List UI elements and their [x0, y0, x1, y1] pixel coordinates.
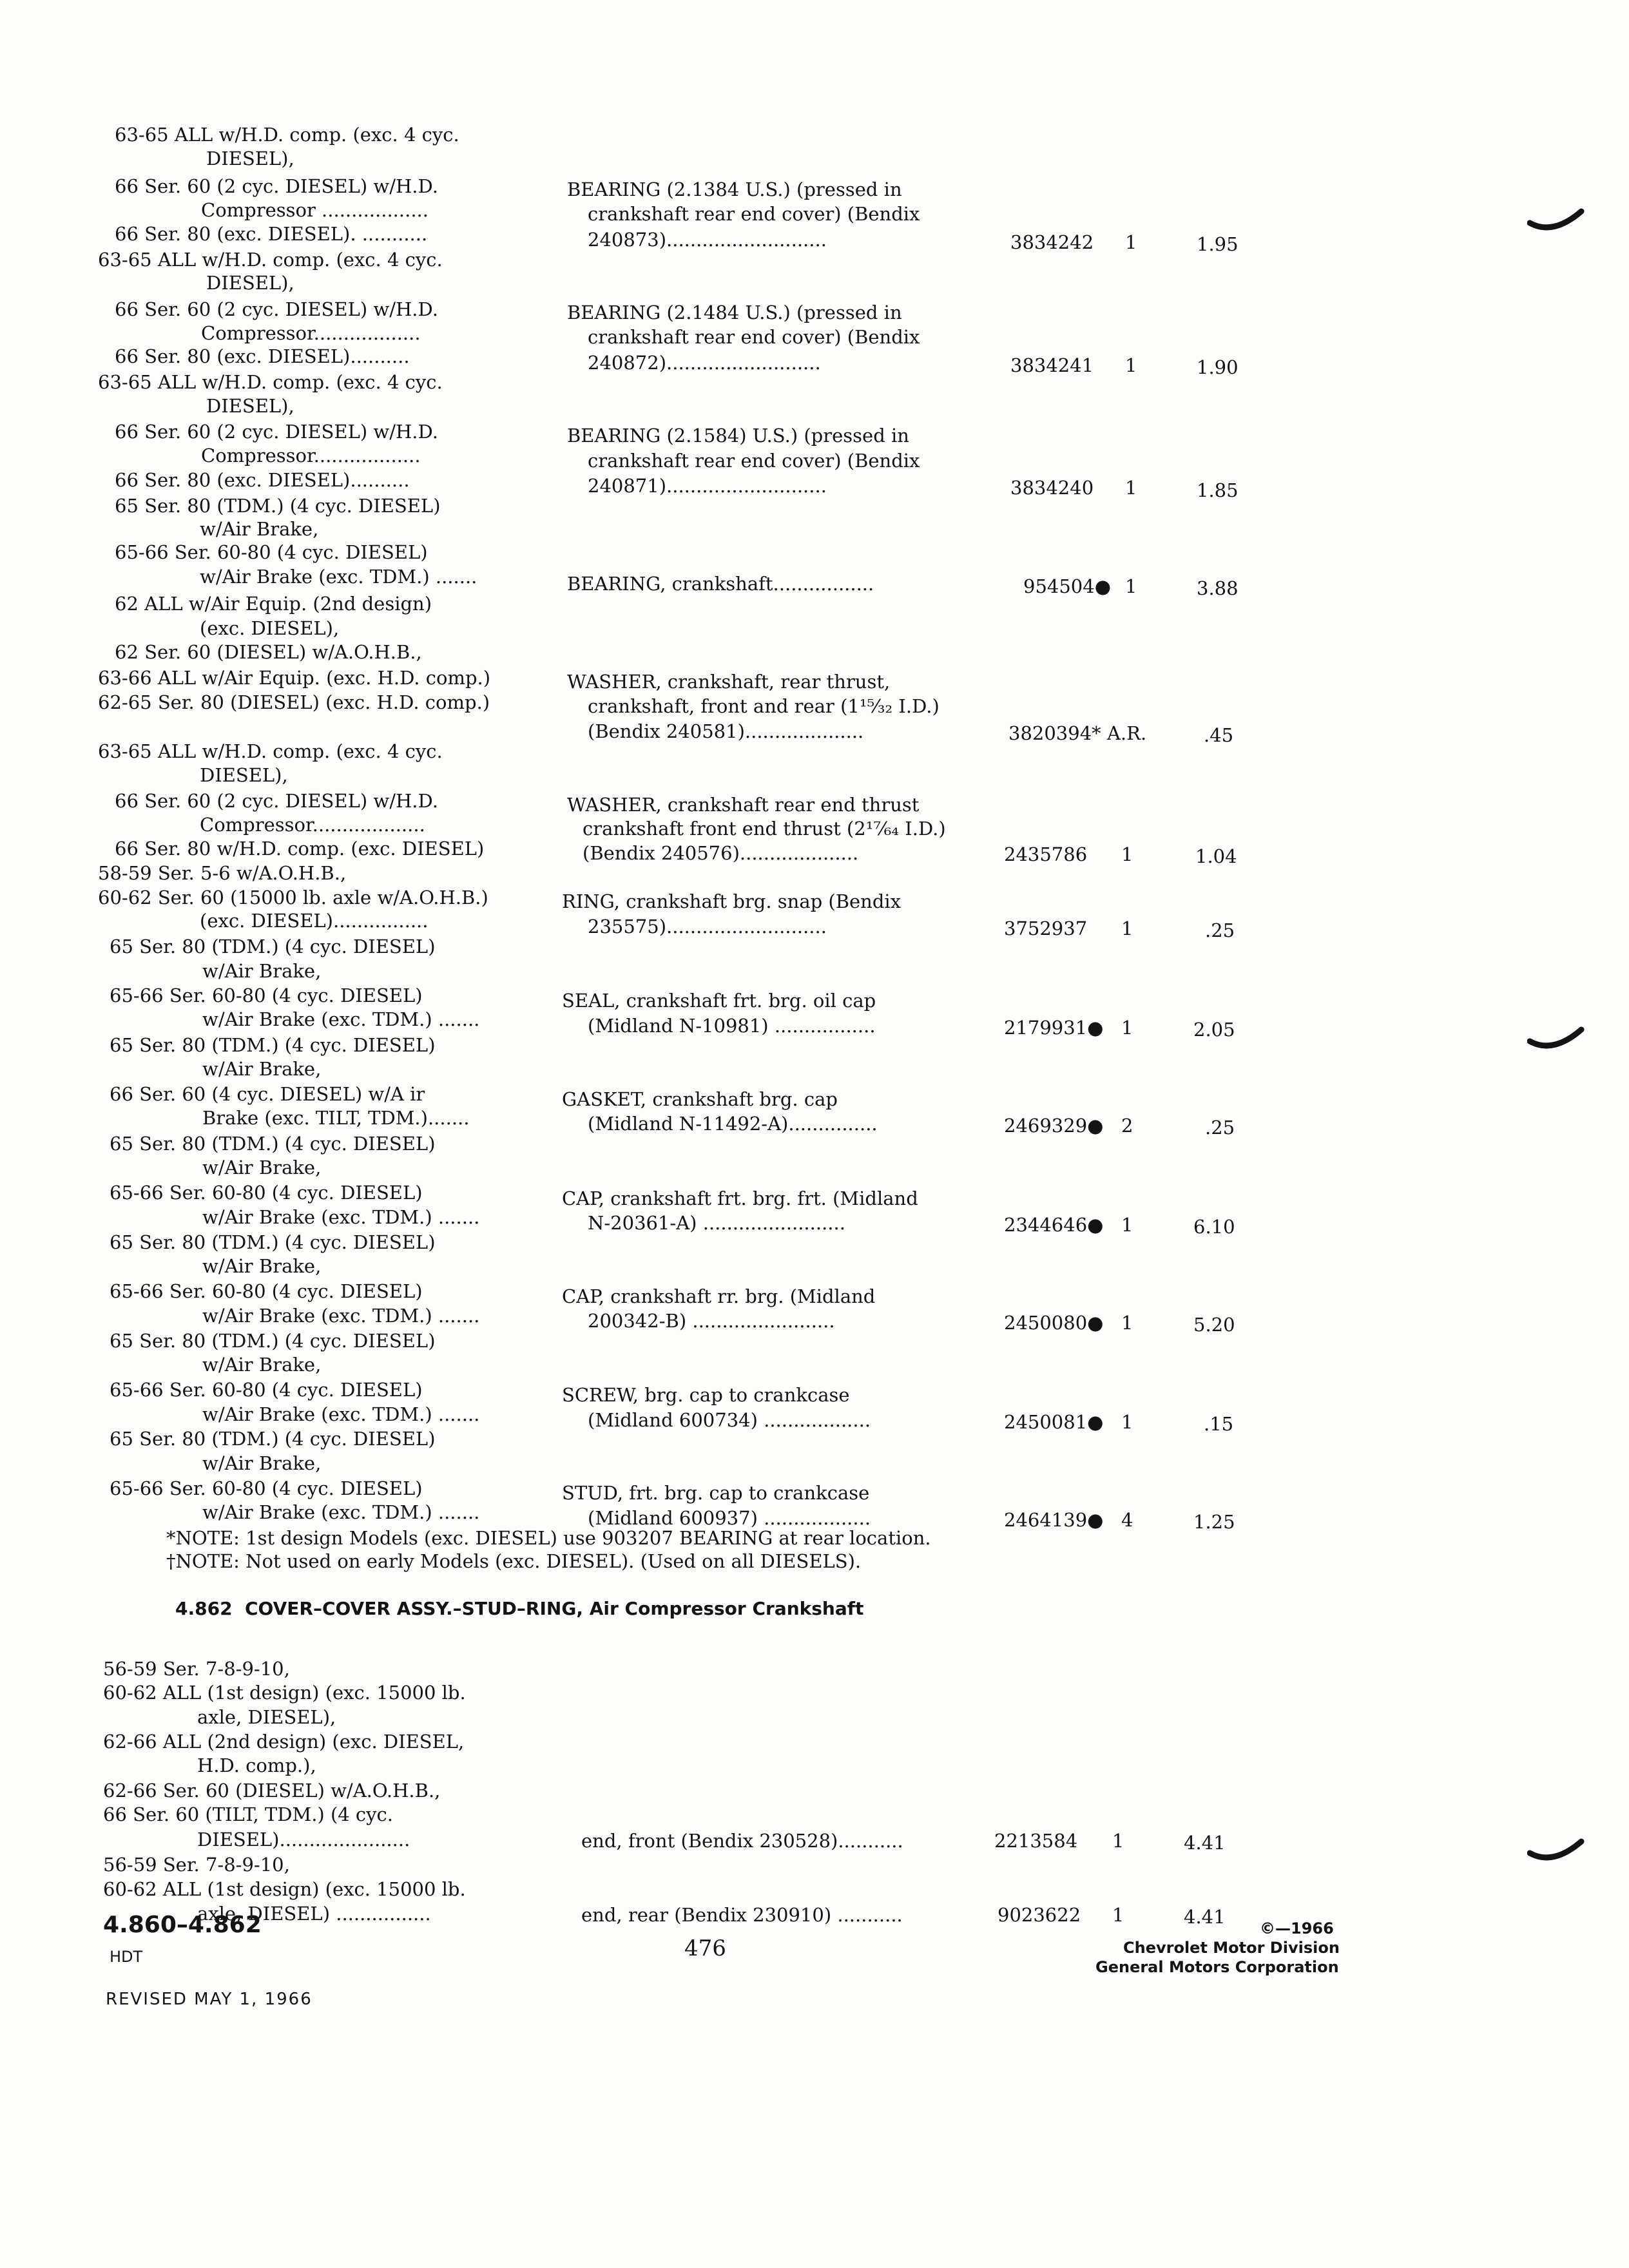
price: 3.88 — [1197, 577, 1239, 599]
model-line: w/Air Brake (exc. TDM.) ....... — [202, 1403, 480, 1425]
model-line: axle, DIESEL) ................ — [197, 1903, 431, 1925]
model-line: w/Air Brake (exc. TDM.) ....... — [202, 1501, 480, 1523]
model-line: 62 Ser. 60 (DIESEL) w/A.O.H.B., — [115, 641, 422, 663]
model-line: 65 Ser. 80 (TDM.) (4 cyc. DIESEL) — [115, 495, 441, 517]
model-line: 66 Ser. 60 (TILT, TDM.) (4 cyc. — [103, 1803, 394, 1825]
price: 1.90 — [1197, 356, 1239, 378]
model-line: w/Air Brake, — [202, 1452, 322, 1474]
description-line: BEARING (2.1484 U.S.) (pressed in — [567, 302, 902, 323]
model-line: 65 Ser. 80 (TDM.) (4 cyc. DIESEL) — [110, 1034, 436, 1056]
model-line: 65-66 Ser. 60-80 (4 cyc. DIESEL) — [110, 985, 423, 1006]
description-line: end, front (Bendix 230528)........... — [581, 1830, 903, 1852]
description-line: 240871)........................... — [588, 475, 827, 497]
model-line: 62 ALL w/Air Equip. (2nd design) — [115, 593, 432, 615]
model-line: 60-62 ALL (1st design) (exc. 15000 lb. — [103, 1878, 466, 1900]
description-line: crankshaft rear end cover) (Bendix — [588, 326, 920, 348]
model-line: 60-62 ALL (1st design) (exc. 15000 lb. — [103, 1682, 466, 1704]
part-number: 2464139● — [1004, 1509, 1104, 1531]
description-line: STUD, frt. brg. cap to crankcase — [562, 1482, 870, 1504]
description-line: 200342-B) ........................ — [588, 1310, 835, 1332]
model-line: DIESEL), — [200, 764, 288, 786]
description-line: N-20361-A) ........................ — [588, 1212, 845, 1234]
part-number: 2469329● — [1004, 1115, 1104, 1137]
model-line: 63-66 ALL w/Air Equip. (exc. H.D. comp.) — [98, 667, 491, 689]
model-line: w/Air Brake, — [202, 1058, 322, 1080]
quantity: 4 — [1121, 1509, 1133, 1531]
model-line: 62-65 Ser. 80 (DIESEL) (exc. H.D. comp.) — [98, 691, 490, 713]
series-code: HDT — [110, 1948, 143, 1966]
description-line: WASHER, crankshaft, rear thrust, — [567, 671, 891, 693]
model-line: (exc. DIESEL), — [200, 617, 340, 639]
part-number: 2213584 — [994, 1830, 1078, 1852]
quantity: 1 — [1121, 1411, 1133, 1433]
model-line: w/Air Brake (exc. TDM.) ....... — [202, 1008, 480, 1030]
part-number: 2179931● — [1004, 1017, 1104, 1039]
model-line: 66 Ser. 80 w/H.D. comp. (exc. DIESEL) — [115, 838, 485, 860]
part-number: 3820394* — [1008, 722, 1101, 744]
quantity: 1 — [1121, 1312, 1133, 1334]
model-line: (exc. DIESEL)................ — [200, 910, 429, 932]
copyright: ©—1966 — [1260, 1919, 1334, 1937]
page-number: 476 — [684, 1936, 726, 1961]
price: 1.95 — [1197, 233, 1239, 255]
model-line: Compressor .................. — [201, 199, 429, 221]
part-number: 3834240 — [1010, 477, 1094, 499]
model-line: 65 Ser. 80 (TDM.) (4 cyc. DIESEL) — [110, 936, 436, 957]
model-line: Brake (exc. TILT, TDM.)....... — [202, 1107, 470, 1129]
model-line: w/Air Brake (exc. TDM.) ....... — [202, 1305, 480, 1327]
model-line: Compressor.................. — [201, 445, 421, 466]
model-line: 66 Ser. 60 (2 cyc. DIESEL) w/H.D. — [115, 790, 438, 812]
footnote: *NOTE: 1st design Models (exc. DIESEL) use 903207 BEARING at rear location. — [166, 1527, 931, 1549]
model-line: 63-65 ALL w/H.D. comp. (exc. 4 cyc. — [98, 740, 443, 762]
price: 2.05 — [1193, 1019, 1235, 1041]
description-line: BEARING, crankshaft................. — [567, 573, 874, 595]
description-line: (Midland 600734) .................. — [588, 1409, 871, 1431]
model-line: 60-62 Ser. 60 (15000 lb. axle w/A.O.H.B.) — [98, 887, 488, 908]
section-number: 4.862 — [175, 1598, 233, 1619]
price: 4.41 — [1184, 1906, 1226, 1928]
model-line: w/Air Brake, — [202, 1157, 322, 1178]
model-line: 66 Ser. 60 (2 cyc. DIESEL) w/H.D. — [115, 175, 438, 197]
quantity: 1 — [1121, 918, 1133, 939]
description-line: (Midland N-10981) ................. — [588, 1015, 876, 1037]
model-line: 65-66 Ser. 60-80 (4 cyc. DIESEL) — [110, 1477, 423, 1499]
section-title: COVER–COVER ASSY.–STUD–RING, Air Compressor Crankshaft — [245, 1598, 864, 1619]
quantity: 1 — [1125, 477, 1137, 499]
part-number: 3752937 — [1004, 918, 1088, 939]
division-name: Chevrolet Motor Division — [1123, 1939, 1340, 1957]
description-line: CAP, crankshaft frt. brg. frt. (Midland — [562, 1187, 918, 1209]
model-line: H.D. comp.), — [197, 1754, 316, 1776]
model-line: w/Air Brake, — [202, 960, 322, 982]
model-line: 63-65 ALL w/H.D. comp. (exc. 4 cyc. — [115, 124, 459, 146]
model-line: 66 Ser. 60 (2 cyc. DIESEL) w/H.D. — [115, 421, 438, 443]
model-line: 56-59 Ser. 7-8-9-10, — [103, 1658, 290, 1680]
quantity: 1 — [1125, 354, 1137, 376]
description-line: 240872).......................... — [588, 352, 821, 374]
price: .15 — [1204, 1413, 1234, 1435]
model-line: 65-66 Ser. 60-80 (4 cyc. DIESEL) — [110, 1280, 423, 1302]
description-line: GASKET, crankshaft brg. cap — [562, 1088, 838, 1110]
model-line: 66 Ser. 60 (4 cyc. DIESEL) w/A ir — [110, 1083, 425, 1105]
description-line: (Bendix 240576).................... — [583, 842, 859, 864]
revision-date: REVISED MAY 1, 1966 — [106, 1990, 313, 2009]
price: .25 — [1205, 919, 1235, 941]
description-line: CAP, crankshaft rr. brg. (Midland — [562, 1285, 876, 1307]
description-line: RING, crankshaft brg. snap (Bendix — [562, 890, 901, 912]
price: 1.04 — [1195, 845, 1237, 867]
price: .45 — [1204, 724, 1234, 746]
price: 6.10 — [1193, 1216, 1235, 1238]
part-number: 2435786 — [1004, 843, 1088, 865]
model-line: 66 Ser. 80 (exc. DIESEL). ........... — [115, 223, 428, 245]
model-line: 65-66 Ser. 60-80 (4 cyc. DIESEL) — [110, 1379, 423, 1401]
price: 1.85 — [1197, 479, 1239, 501]
model-line: w/Air Brake, — [202, 1255, 322, 1277]
price: .25 — [1205, 1117, 1235, 1139]
description-line: end, rear (Bendix 230910) ........... — [581, 1904, 903, 1926]
model-line: 63-65 ALL w/H.D. comp. (exc. 4 cyc. — [98, 249, 443, 271]
quantity: 1 — [1125, 231, 1137, 253]
model-line: 56-59 Ser. 7-8-9-10, — [103, 1854, 290, 1876]
model-line: 63-65 ALL w/H.D. comp. (exc. 4 cyc. — [98, 371, 443, 393]
quantity: 1 — [1121, 1214, 1133, 1236]
model-line: 62-66 Ser. 60 (DIESEL) w/A.O.H.B., — [103, 1780, 441, 1802]
section-range: 4.860–4.862 — [103, 1912, 262, 1938]
model-line: 65 Ser. 80 (TDM.) (4 cyc. DIESEL) — [110, 1231, 436, 1253]
model-line: w/Air Brake, — [200, 518, 319, 540]
description-line: SEAL, crankshaft frt. brg. oil cap — [562, 990, 876, 1012]
model-line: DIESEL), — [206, 395, 294, 417]
quantity: A.R. — [1107, 722, 1147, 744]
binding-mark — [1527, 1836, 1585, 1869]
part-number: 9023622 — [998, 1904, 1081, 1926]
price: 1.25 — [1193, 1511, 1235, 1533]
description-line: SCREW, brg. cap to crankcase — [562, 1384, 850, 1406]
model-line: 62-66 ALL (2nd design) (exc. DIESEL, — [103, 1731, 465, 1753]
description-line: crankshaft rear end cover) (Bendix — [588, 450, 920, 472]
description-line: crankshaft rear end cover) (Bendix — [588, 203, 920, 225]
quantity: 1 — [1121, 1017, 1133, 1039]
model-line: 65 Ser. 80 (TDM.) (4 cyc. DIESEL) — [110, 1330, 436, 1352]
model-line: 65 Ser. 80 (TDM.) (4 cyc. DIESEL) — [110, 1428, 436, 1450]
description-line: (Bendix 240581).................... — [588, 720, 864, 742]
quantity: 1 — [1125, 575, 1137, 597]
model-line: axle, DIESEL), — [197, 1706, 336, 1728]
description-line: BEARING (2.1384 U.S.) (pressed in — [567, 178, 902, 200]
price: 5.20 — [1193, 1314, 1235, 1336]
quantity: 1 — [1112, 1830, 1124, 1852]
model-line: DIESEL), — [206, 148, 294, 169]
model-line: 65 Ser. 80 (TDM.) (4 cyc. DIESEL) — [110, 1133, 436, 1155]
model-line: DIESEL), — [206, 272, 294, 294]
model-line: 65-66 Ser. 60-80 (4 cyc. DIESEL) — [115, 541, 428, 563]
part-number: 954504● — [1023, 575, 1112, 597]
description-line: WASHER, crankshaft rear end thrust — [567, 794, 920, 816]
binding-mark — [1527, 1024, 1585, 1057]
model-line: DIESEL)...................... — [197, 1829, 410, 1850]
corporation-name: General Motors Corporation — [1095, 1958, 1339, 1976]
part-number: 3834242 — [1010, 231, 1094, 253]
model-line: 66 Ser. 80 (exc. DIESEL).......... — [115, 469, 410, 491]
model-line: 66 Ser. 60 (2 cyc. DIESEL) w/H.D. — [115, 298, 438, 320]
description-line: 235575)........................... — [588, 916, 827, 937]
description-line: crankshaft front end thrust (2¹⁷⁄₆₄ I.D.) — [583, 818, 946, 840]
part-number: 3834241 — [1010, 354, 1094, 376]
part-number: 2450080● — [1004, 1312, 1104, 1334]
description-line: (Midland 600937) .................. — [588, 1507, 871, 1529]
part-number: 2344646● — [1004, 1214, 1104, 1236]
quantity: 1 — [1121, 843, 1133, 865]
model-line: w/Air Brake, — [202, 1354, 322, 1376]
description-line: crankshaft, front and rear (1¹⁵⁄₃₂ I.D.) — [588, 695, 940, 717]
model-line: Compressor................... — [200, 814, 425, 836]
model-line: Compressor.................. — [201, 322, 421, 344]
model-line: w/Air Brake (exc. TDM.) ....... — [202, 1206, 480, 1228]
description-line: 240873)........................... — [588, 229, 827, 251]
part-number: 2450081● — [1004, 1411, 1104, 1433]
description-line: (Midland N-11492-A)............... — [588, 1113, 878, 1135]
quantity: 1 — [1112, 1904, 1124, 1926]
model-line: 66 Ser. 80 (exc. DIESEL).......... — [115, 345, 410, 367]
price: 4.41 — [1184, 1832, 1226, 1854]
model-line: 65-66 Ser. 60-80 (4 cyc. DIESEL) — [110, 1182, 423, 1204]
binding-mark — [1527, 206, 1585, 238]
footnote: †NOTE: Not used on early Models (exc. DIESEL). (Used on all DIESELS). — [166, 1550, 862, 1572]
model-line: 58-59 Ser. 5-6 w/A.O.H.B., — [98, 862, 347, 884]
description-line: BEARING (2.1584) U.S.) (pressed in — [567, 425, 909, 447]
quantity: 2 — [1121, 1115, 1133, 1137]
model-line: w/Air Brake (exc. TDM.) ....... — [200, 566, 477, 588]
